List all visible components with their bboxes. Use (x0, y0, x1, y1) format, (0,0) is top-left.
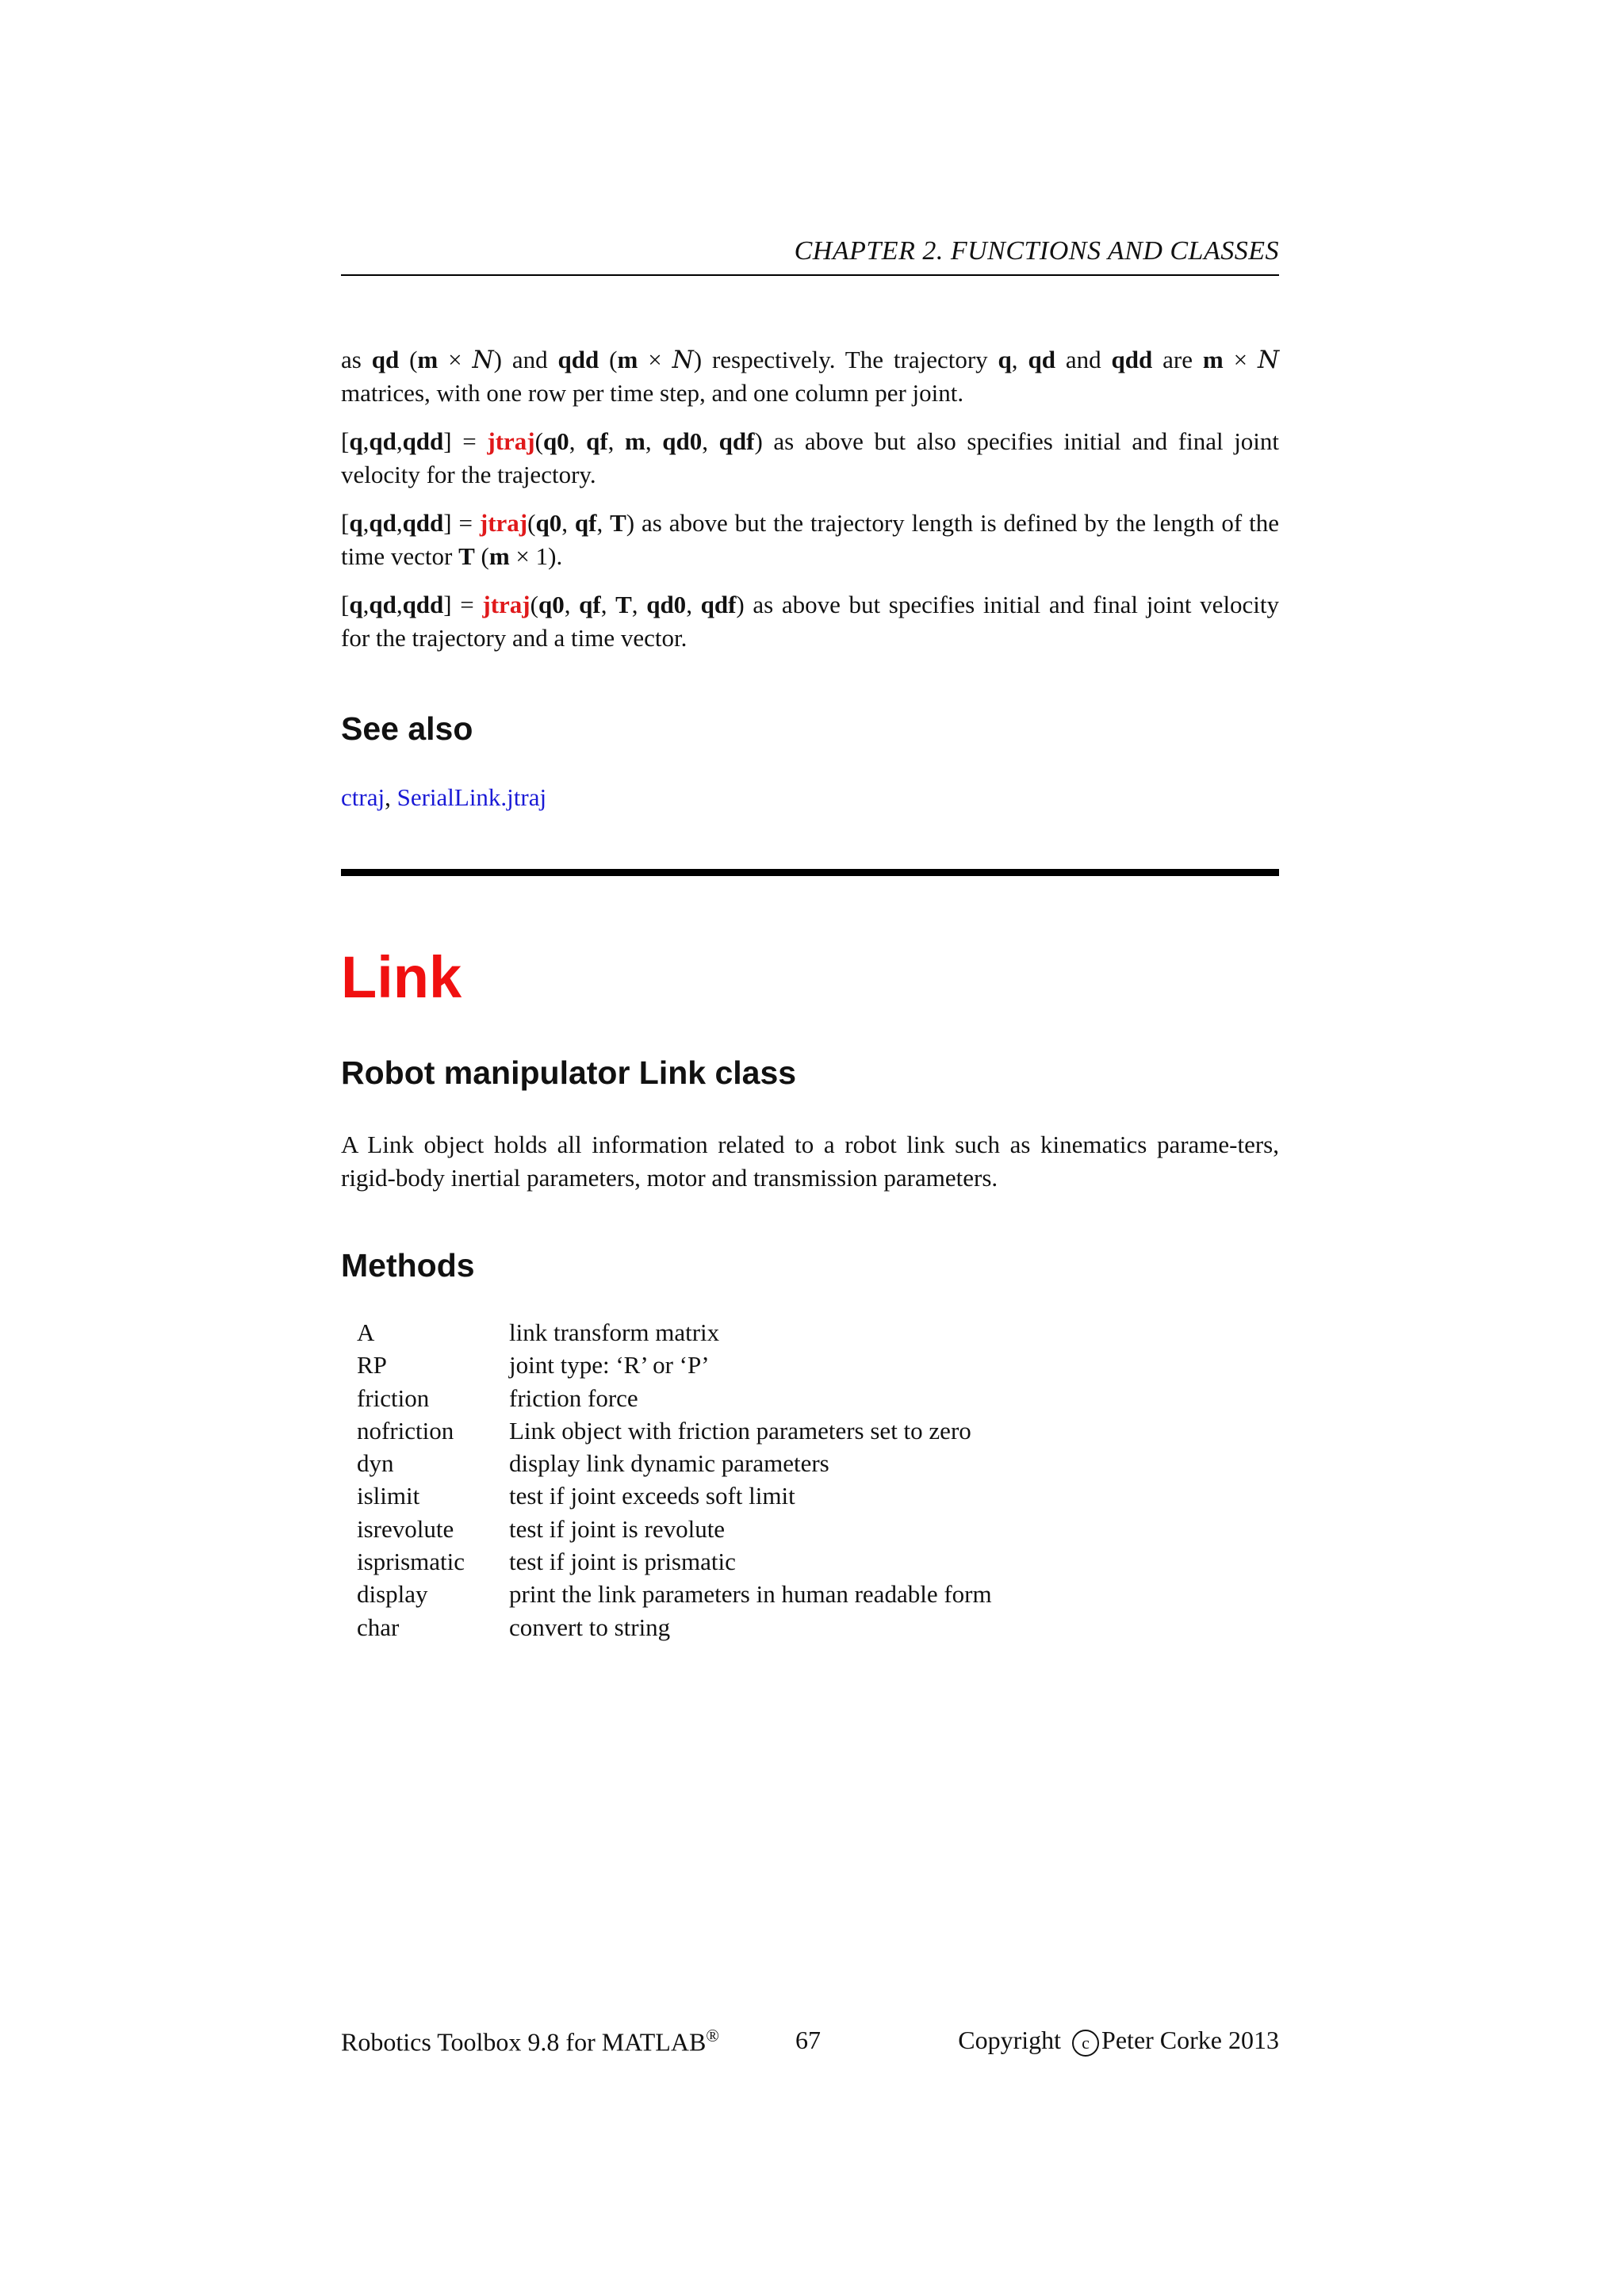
method-desc: Link object with friction parameters set to zero (509, 1416, 971, 1445)
method-name: dyn (357, 1449, 394, 1478)
chapter-title: CHAPTER 2. FUNCTIONS AND CLASSES (794, 236, 1279, 266)
function-name: jtraj (487, 427, 535, 455)
see-also-links: ctraj, SerialLink.jtraj (341, 783, 547, 811)
method-desc: test if joint is prismatic (509, 1548, 736, 1576)
section-divider (341, 869, 1279, 876)
class-title: Link (341, 944, 462, 1010)
footer-title: Robotics Toolbox 9.8 for MATLAB® (341, 2026, 719, 2057)
method-name: RP (357, 1351, 387, 1380)
method-row (357, 1479, 992, 1512)
method-desc: link transform matrix (509, 1318, 720, 1346)
copyright-icon: c (1072, 2030, 1099, 2057)
page-number: 67 (795, 2026, 821, 2054)
method-row (357, 1382, 992, 1414)
method-row (357, 1316, 992, 1349)
jtraj-output-paragraph: as qd (m × N) and qdd (m × N) respectively. The trajectory q, qd and qdd are m × N matrices, with one row per time step, and one column per joint. (341, 346, 1280, 407)
method-row (357, 1414, 992, 1447)
method-desc: friction force (509, 1383, 638, 1412)
method-name: friction (357, 1383, 430, 1412)
jtraj-signature-full: [q,qd,qdd] = jtraj(q0, qf, T, qd0, qdf) as above but specifies initial and final joint velocity for the trajectory and a time vector. (341, 591, 1280, 652)
class-intro: A Link object holds all information related to a robot link such as kinematics parame-ters, rigid-body inertial parameters, motor and transmission parameters. (341, 1131, 1279, 1192)
method-row (357, 1513, 992, 1545)
methods-heading: Methods (341, 1247, 475, 1284)
chapter-header (341, 236, 1279, 276)
see-also-heading: See also (341, 710, 473, 747)
method-row (357, 1578, 992, 1610)
method-name: isprismatic (357, 1548, 465, 1576)
method-name: A (357, 1318, 375, 1346)
method-desc: test if joint exceeds soft limit (509, 1482, 795, 1510)
methods-table (357, 1316, 992, 1644)
method-desc: display link dynamic parameters (509, 1449, 829, 1478)
class-subtitle: Robot manipulator Link class (341, 1054, 797, 1091)
method-name: char (357, 1613, 400, 1641)
method-desc: test if joint is revolute (509, 1514, 726, 1543)
jtraj-signature-timevector: [q,qd,qdd] = jtraj(q0, qf, T) as above but the trajectory length is defined by the length of the time vector T (m × 1). (341, 509, 1280, 570)
method-name: display (357, 1580, 428, 1609)
method-name: isrevolute (357, 1514, 454, 1543)
method-row (357, 1447, 992, 1479)
jtraj-signature-velocity: [q,qd,qdd] = jtraj(q0, qf, m, qd0, qdf) as above but also specifies initial and final joint velocity for the trajectory. (341, 427, 1280, 488)
function-name: jtraj (482, 591, 530, 618)
method-row (357, 1545, 992, 1578)
method-name: nofriction (357, 1416, 454, 1445)
registered-mark: ® (706, 2026, 719, 2045)
method-name: islimit (357, 1482, 420, 1510)
footer-copyright: Copyright c Peter Corke 2013 (958, 2026, 1279, 2057)
link-seriallink-jtraj[interactable]: SerialLink.jtraj (396, 783, 547, 811)
function-name: jtraj (479, 509, 528, 537)
method-row (357, 1349, 992, 1381)
method-desc: convert to string (509, 1613, 671, 1641)
link-ctraj[interactable]: ctraj (341, 783, 385, 811)
method-desc: print the link parameters in human readable form (509, 1580, 992, 1609)
method-row (357, 1611, 992, 1644)
method-desc: joint type: ‘R’ or ‘P’ (509, 1351, 710, 1380)
